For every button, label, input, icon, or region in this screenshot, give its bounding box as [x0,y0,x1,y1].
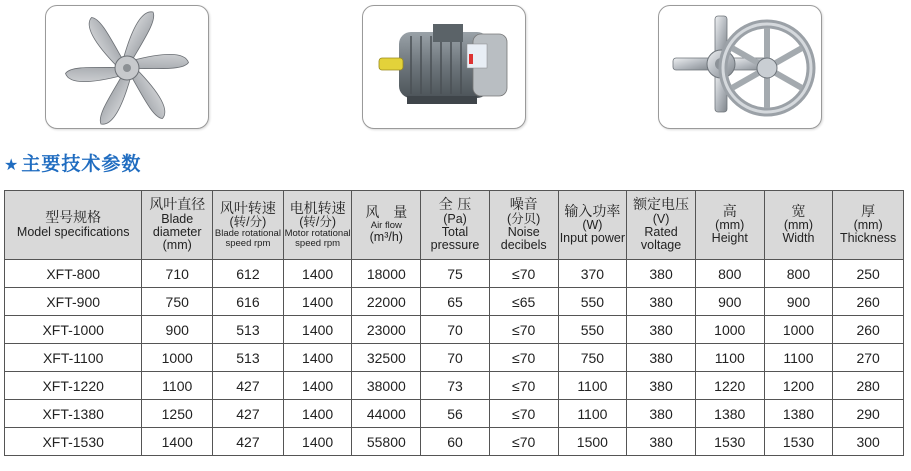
table-cell: 270 [833,344,904,372]
table-cell: 1000 [764,316,833,344]
table-cell: 60 [421,428,490,456]
column-header [283,191,352,260]
table-cell: 260 [833,288,904,316]
table-cell: 900 [764,288,833,316]
table-cell: 380 [627,372,696,400]
table-cell: 1100 [695,344,764,372]
table-cell: 1400 [283,428,352,456]
pulley-photo [658,5,822,129]
table-cell: 1400 [283,316,352,344]
column-header-unit: (m³/h) [369,229,403,244]
table-cell: 380 [627,400,696,428]
motor-photo [362,5,526,129]
table-cell: 65 [421,288,490,316]
table-cell: ≤70 [489,316,558,344]
table-cell: 1400 [283,344,352,372]
table-cell: 70 [421,344,490,372]
table-cell: 290 [833,400,904,428]
table-cell: 38000 [352,372,421,400]
column-header-en: Thickness [840,231,897,246]
column-header [421,191,490,260]
column-header-cn: 风叶转速 [219,200,276,217]
table-cell: 1200 [764,372,833,400]
fan-blade-photo [45,5,209,129]
table-cell: 900 [695,288,764,316]
column-header-unit: (mm) [715,218,745,233]
table-cell: 1100 [764,344,833,372]
column-header-cn: 风 量 [365,205,408,222]
model-cell: XFT-1380 [5,400,142,428]
table-cell: 750 [142,288,213,316]
column-header-cn: 风叶直径 [149,196,206,213]
table-cell: 550 [558,288,627,316]
table-cell: 750 [558,344,627,372]
column-header [213,191,284,260]
table-cell: 1100 [558,372,627,400]
section-title [4,149,141,176]
model-cell: XFT-1100 [5,344,142,372]
column-header [489,191,558,260]
column-header-unit: (W) [582,218,603,233]
table-cell: 73 [421,372,490,400]
table-cell: 800 [764,260,833,288]
table-cell: 18000 [352,260,421,288]
table-cell: ≤65 [489,288,558,316]
table-row [5,260,904,288]
table-cell: 380 [627,344,696,372]
table-cell: 1400 [283,260,352,288]
table-cell: ≤70 [489,344,558,372]
table-cell: 380 [627,316,696,344]
table-cell: ≤70 [489,400,558,428]
table-cell: 380 [627,428,696,456]
column-header-cn: 电机转速 [289,200,346,217]
column-header-cn: 额定电压 [633,196,690,213]
table-cell: 260 [833,316,904,344]
column-header-en: Motor rotational speed rpm [284,228,351,249]
table-cell: 1400 [283,400,352,428]
column-header-cn: 输入功率 [564,203,621,220]
column-header-cn: 型号规格 [45,210,102,227]
table-cell: 75 [421,260,490,288]
table-cell: 1100 [558,400,627,428]
column-header [352,191,421,260]
column-header-en: Air flow [370,220,402,232]
column-header [558,191,627,260]
model-cell: XFT-1000 [5,316,142,344]
table-cell: 427 [213,400,284,428]
table-cell: 1530 [695,428,764,456]
column-header-en: Total pressure [430,224,480,252]
table-cell: 370 [558,260,627,288]
table-cell: 55800 [352,428,421,456]
table-cell: 1400 [283,288,352,316]
column-header-unit: (转/分) [299,215,337,230]
column-header [142,191,213,260]
column-header-en: Rated voltage [640,224,682,252]
section-title-text: 主要技术参数 [21,153,142,175]
column-header-cn: 全 压 [438,196,472,213]
table-cell: 1380 [764,400,833,428]
column-header-cn: 噪音 [509,196,538,213]
column-header-en: Blade diameter [152,211,202,239]
model-cell: XFT-800 [5,260,142,288]
table-cell: 70 [421,316,490,344]
table-cell: 23000 [352,316,421,344]
table-row [5,344,904,372]
table-cell: 380 [627,288,696,316]
column-header-en: Width [782,231,815,246]
table-cell: 1400 [283,372,352,400]
table-cell: ≤70 [489,428,558,456]
table-cell: 1000 [695,316,764,344]
model-cell: XFT-900 [5,288,142,316]
model-cell: XFT-1220 [5,372,142,400]
table-cell: 22000 [352,288,421,316]
table-row [5,316,904,344]
column-header-cn: 宽 [791,203,806,220]
table-row [5,288,904,316]
table-cell: 616 [213,288,284,316]
table-cell: ≤70 [489,260,558,288]
table-row [5,372,904,400]
column-header-unit: (分贝) [507,211,541,226]
column-header-cn: 高 [722,203,737,220]
table-row [5,428,904,456]
column-header-unit: (mm) [162,237,192,252]
column-header-en: Height [711,231,748,246]
star-icon: ★ [4,155,20,174]
table-cell: 900 [142,316,213,344]
table-cell: 800 [695,260,764,288]
table-cell: 550 [558,316,627,344]
table-cell: 32500 [352,344,421,372]
table-cell: 250 [833,260,904,288]
spec-table [4,190,904,456]
column-header [764,191,833,260]
table-cell: 427 [213,372,284,400]
column-header-unit: (mm) [783,218,814,233]
table-cell: 1380 [695,400,764,428]
column-header-en: Model specifications [16,224,130,239]
column-header [833,191,904,260]
table-cell: 380 [627,260,696,288]
column-header [627,191,696,260]
table-cell: 1530 [764,428,833,456]
table-cell: 1250 [142,400,213,428]
table-cell: 1220 [695,372,764,400]
column-header-unit: (V) [652,211,670,226]
table-cell: 1000 [142,344,213,372]
table-cell: 1100 [142,372,213,400]
table-cell: 513 [213,344,284,372]
table-cell: ≤70 [489,372,558,400]
table-cell: 300 [833,428,904,456]
table-cell: 1500 [558,428,627,456]
column-header-unit: (Pa) [443,211,467,226]
column-header [695,191,764,260]
table-cell: 612 [213,260,284,288]
table-header-row [5,191,904,260]
table-row [5,400,904,428]
column-header-en: Input power [559,231,626,246]
table-cell: 280 [833,372,904,400]
table-cell: 56 [421,400,490,428]
table-cell: 513 [213,316,284,344]
table-cell: 44000 [352,400,421,428]
column-header [5,191,142,260]
table-cell: 427 [213,428,284,456]
column-header-unit: (转/分) [229,215,267,230]
column-header-en: Noise decibels [500,224,547,252]
table-body [5,260,904,456]
table-cell: 710 [142,260,213,288]
column-header-unit: (mm) [853,218,883,233]
model-cell: XFT-1530 [5,428,142,456]
table-cell: 1400 [142,428,213,456]
column-header-cn: 厚 [861,203,876,220]
column-header-en: Blade rotational speed rpm [214,228,281,249]
